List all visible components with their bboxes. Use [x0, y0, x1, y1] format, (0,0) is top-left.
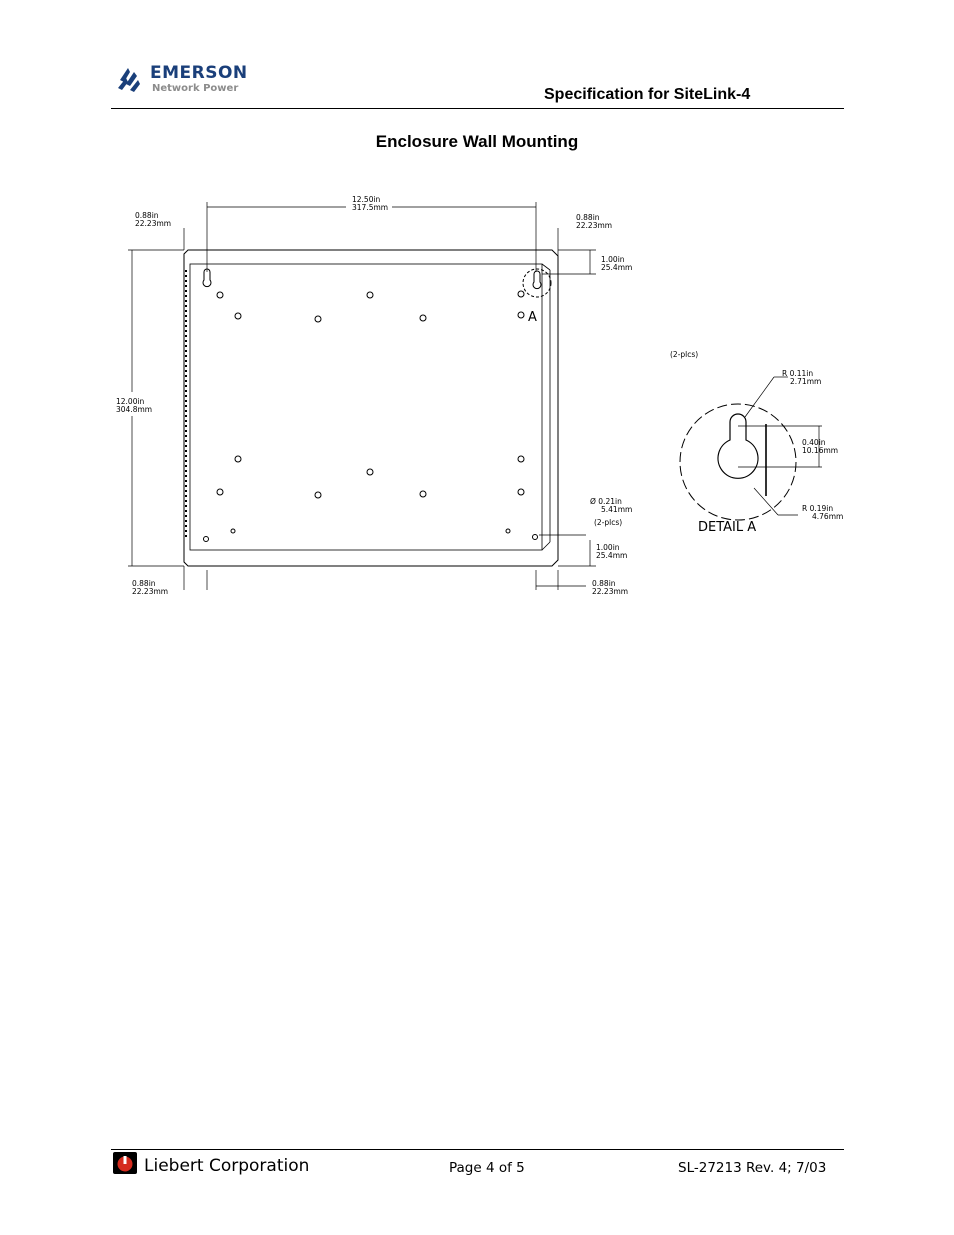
- detail-r-large-in: R 0.19in: [802, 504, 834, 513]
- dim-hole-dia-mm: 5.41mm: [601, 505, 633, 514]
- footer-doc-number: SL-27213 Rev. 4; 7/03: [678, 1160, 827, 1176]
- dim-right-bottom-vert-in: 1.00in: [596, 543, 620, 552]
- detail-a-label: DETAIL A: [698, 520, 757, 535]
- document-title: Specification for SiteLink-4: [544, 86, 751, 103]
- dim-height-mm: 304.8mm: [116, 405, 153, 414]
- dim-left-top-offset-in: 0.88in: [135, 211, 159, 220]
- detail-keyhole-shape: [718, 414, 758, 478]
- dim-left-top-offset-mm: 22.23mm: [135, 219, 172, 228]
- dim-right-top-vert-in: 1.00in: [601, 255, 625, 264]
- footer-divider: [111, 1149, 844, 1150]
- dim-hole-qty: (2-plcs): [594, 518, 623, 527]
- detail-slot-in: 0.40in: [802, 438, 826, 447]
- dimension-labels: [116, 195, 632, 596]
- keyhole-slot-right: [533, 271, 541, 289]
- dim-right-top-offset-mm: 22.23mm: [576, 221, 613, 230]
- header-divider: [111, 108, 844, 109]
- section-title: Enclosure Wall Mounting: [375, 132, 579, 151]
- footer-page-number: Page 4 of 5: [449, 1160, 525, 1176]
- dim-left-bottom-offset-in: 0.88in: [132, 579, 156, 588]
- footer-company: Liebert Corporation: [144, 1156, 310, 1176]
- detail-a-reference: A: [528, 310, 537, 325]
- dim-left-bottom-offset-mm: 22.23mm: [132, 587, 169, 596]
- emerson-logo: [112, 60, 262, 102]
- enclosure-inner-panel: [190, 264, 542, 550]
- dim-right-bottom-offset-mm: 22.23mm: [592, 587, 629, 596]
- dim-right-bottom-offset-in: 0.88in: [592, 579, 616, 588]
- emerson-wordmark: EMERSON: [150, 63, 248, 83]
- detail-a: [670, 350, 843, 535]
- mounting-holes: [204, 291, 538, 542]
- detail-a-callout-circle: [523, 269, 551, 297]
- detail-r-small-mm: 2.71mm: [790, 377, 822, 386]
- detail-slot-mm: 10.16mm: [802, 446, 839, 455]
- dim-width-in: 12.50in: [352, 195, 381, 204]
- dim-right-bottom-vert-mm: 25.4mm: [596, 551, 628, 560]
- detail-r-large-mm: 4.76mm: [812, 512, 844, 521]
- enclosure-mounting-drawing: [110, 190, 850, 610]
- dim-right-top-vert-mm: 25.4mm: [601, 263, 633, 272]
- dim-width-mm: 317.5mm: [352, 203, 389, 212]
- dim-right-top-offset-in: 0.88in: [576, 213, 600, 222]
- dim-height-in: 12.00in: [116, 397, 145, 406]
- liebert-logo-icon: [113, 1152, 137, 1174]
- network-power-wordmark: Network Power: [152, 83, 239, 94]
- detail-qty: (2-plcs): [670, 350, 699, 359]
- detail-r-small-in: R 0.11in: [782, 369, 814, 378]
- dim-hole-dia-in: Ø 0.21in: [590, 497, 622, 506]
- emerson-globe-icon: [112, 60, 148, 96]
